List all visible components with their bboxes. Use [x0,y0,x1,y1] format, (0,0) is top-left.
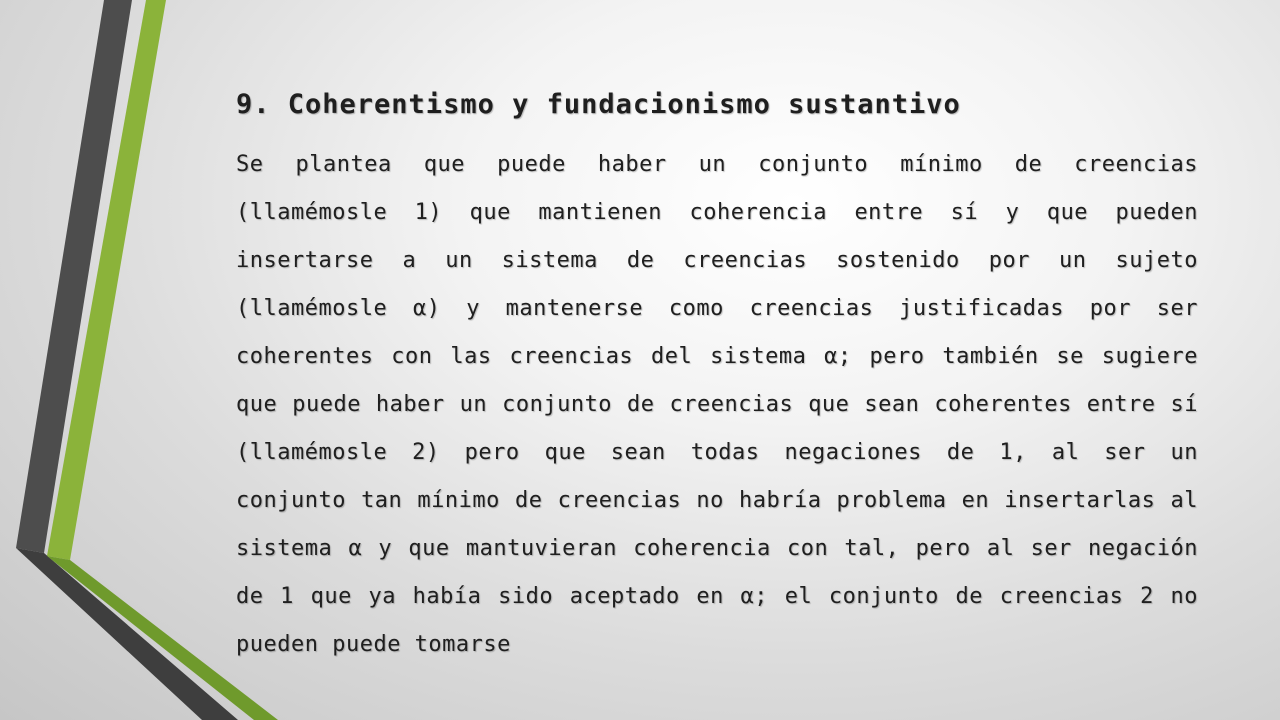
slide-title: 9. Coherentismo y fundacionismo sustantivo [236,89,961,120]
slide-content [236,80,1198,669]
slide-body-text: Se plantea que puede haber un conjunto mínimo de creencias (llamémosle 1) que mantienen coherencia entre sí y que pueden insertarse a un sistema de creencias sostenido por un sujeto (llamémosle α) y mantenerse como creencias justificadas por ser coherentes con las creencias del sistema α; pero también se sugiere que puede haber un conjunto de creencias que sean coherentes entre sí (llamémosle 2) pero que sean todas negaciones de 1, al ser un conjunto tan mínimo de creencias no habría problema en insertarlas al sistema α y que mantuvieran coherencia con tal, pero al ser negación de 1 que ya había sido aceptado en α; el conjunto de creencias 2 no pueden puede tomarse [236,152,1198,657]
dark-stripe-lower [16,548,238,720]
